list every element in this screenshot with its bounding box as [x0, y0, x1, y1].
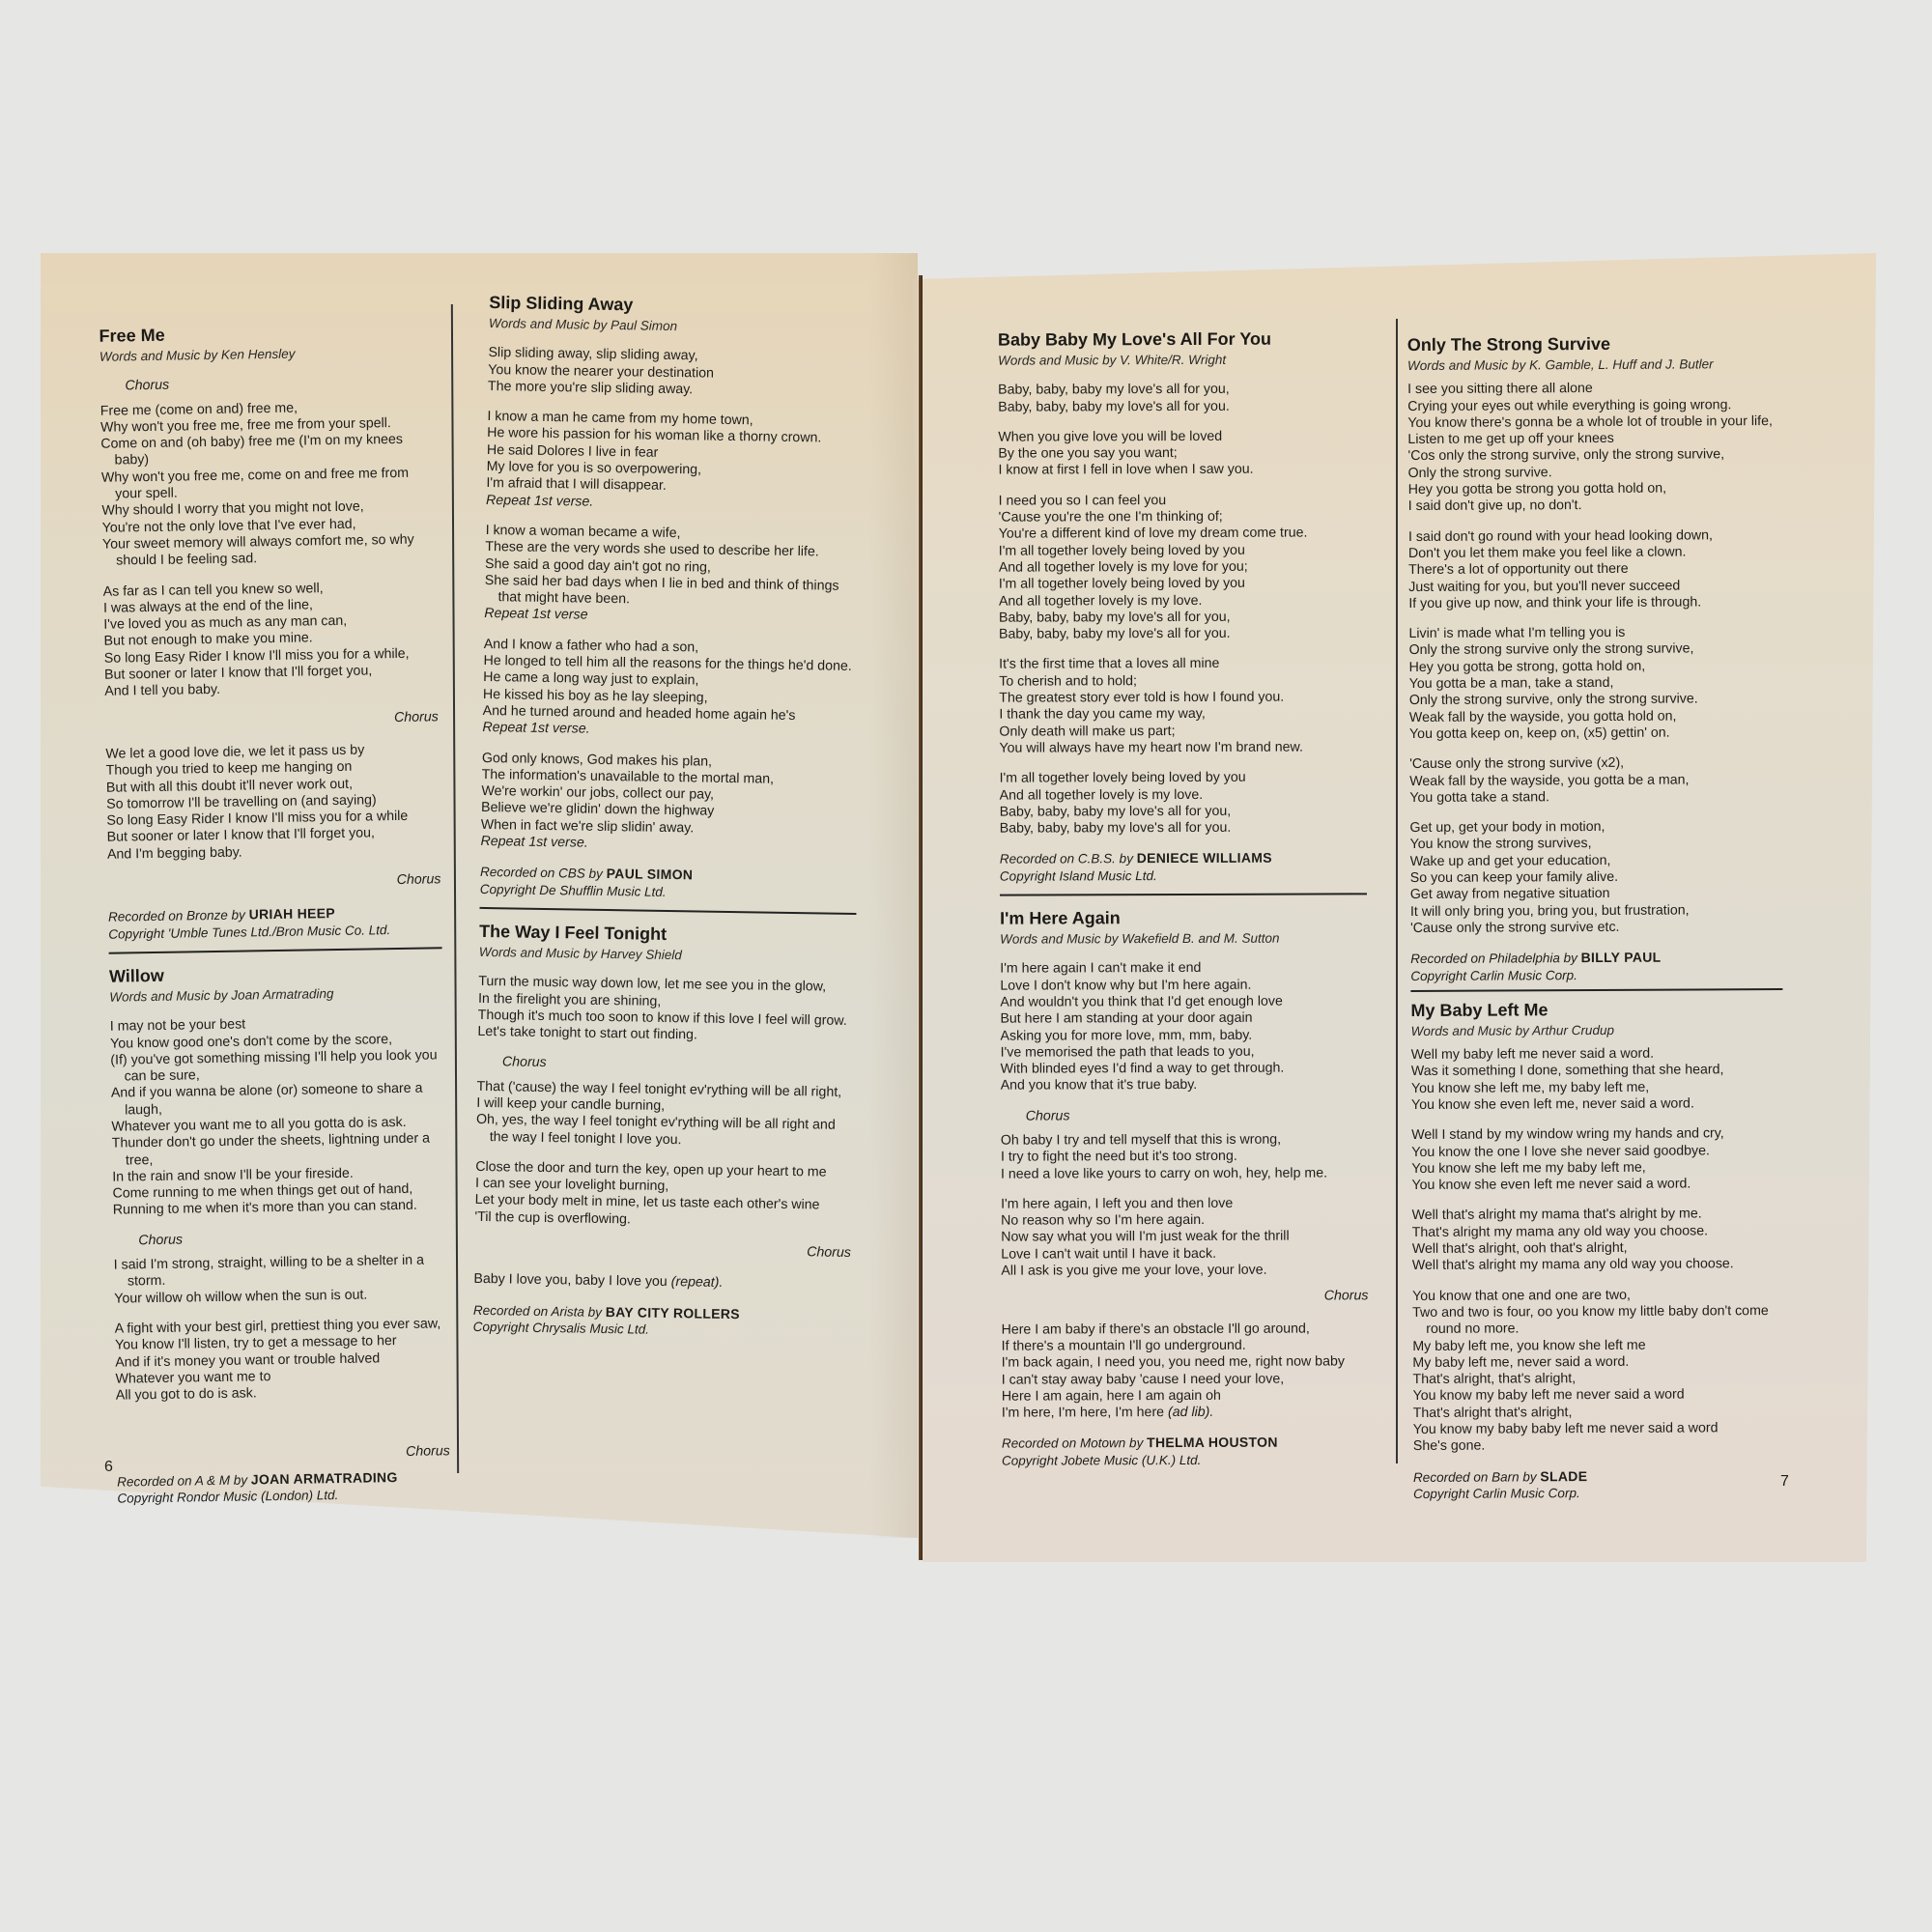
- song-willow: [109, 960, 451, 1507]
- lyric-line: Only the strong survive, only the strong survive.: [1408, 691, 1698, 709]
- lyric-line: Running to me when it's more than you can stand.: [112, 1198, 417, 1219]
- lyric-line: Though it's much too soon to know if this love I feel will grow.: [477, 1007, 847, 1029]
- lyric-line: I'm here, I'm here, I'm here (ad lib).: [1001, 1405, 1214, 1421]
- lyric-line: As far as I can tell you knew so well,: [102, 580, 324, 600]
- lyric-line: I need you so I can feel you: [998, 492, 1167, 509]
- song-title: The Way I Feel Tonight: [478, 921, 668, 944]
- lyric-line: You're a different kind of love my dream come true.: [998, 525, 1308, 543]
- page-number-right: 7: [1780, 1473, 1789, 1490]
- lyric-line: Well I stand by my window wring my hands and cry,: [1411, 1125, 1724, 1144]
- song-im-here-again: [1000, 906, 1369, 1468]
- lyric-line: Get up, get your body in motion,: [1409, 819, 1605, 837]
- lyric-line: Whatever you want me to all you gotta do is ask.: [111, 1114, 407, 1135]
- artist-name: URIAH HEEP: [248, 905, 336, 923]
- song-title: Free Me: [99, 325, 165, 346]
- lyric-line: I've memorised the path that leads to you,: [1000, 1043, 1255, 1061]
- lyric-line: We're workin' our jobs, collect our pay,: [481, 783, 715, 803]
- recorded-label: Recorded on Philadelphia by: [1410, 951, 1577, 967]
- verse: [1001, 1195, 1368, 1280]
- lyric-line: She's gone.: [1412, 1437, 1486, 1455]
- column-4: [1407, 332, 1785, 1502]
- lyric-line: She said her bad days when I lie in bed and think of things that might have been.: [484, 572, 839, 608]
- song-divider: [479, 907, 856, 915]
- copyright: Copyright 'Umble Tunes Ltd./Bron Music Co. Ltd.: [108, 922, 391, 942]
- column-2: [473, 292, 867, 1341]
- copyright: Copyright Jobete Music (U.K.) Ltd.: [1002, 1452, 1202, 1468]
- artist-name: DENIECE WILLIAMS: [1136, 850, 1272, 867]
- song-divider: [1000, 893, 1367, 895]
- chorus: [114, 1252, 448, 1307]
- song-credits: Words and Music by Joan Armatrading: [109, 985, 334, 1005]
- song-the-way-i-feel-tonight: [473, 921, 857, 1341]
- lyric-line: In the rain and snow I'll be your fireside.: [112, 1165, 354, 1185]
- lyric-line: God only knows, God makes his plan,: [481, 750, 713, 770]
- verse: [1000, 770, 1367, 838]
- verse: [1409, 754, 1781, 807]
- lyric-line: You know my baby baby left me never said a word: [1412, 1420, 1719, 1438]
- song-title: Willow: [108, 965, 164, 986]
- lyric-line: So long Easy Rider I know I'll miss you for a while: [106, 808, 409, 829]
- lyric-line: Close the door and turn the key, open up your heart to me: [475, 1158, 827, 1180]
- song-credits: Words and Music by Paul Simon: [488, 316, 678, 334]
- lyric-line: Get away from negative situation: [1409, 886, 1610, 903]
- verse: [110, 1013, 446, 1219]
- verse: [998, 428, 1365, 479]
- lyric-line: I know a man he came from my home town,: [487, 409, 753, 429]
- lyric-line: To cherish and to hold;: [999, 672, 1138, 690]
- chorus-label: Chorus: [807, 1244, 852, 1262]
- page-number-left: 6: [104, 1459, 113, 1475]
- recorded-label: Recorded on CBS by: [479, 865, 604, 882]
- lyric-line: You know the one I love she never said goodbye.: [1411, 1142, 1710, 1160]
- lyric-line: I'm all together lovely being loved by you: [998, 542, 1245, 559]
- lyric-line: (If) you've got something missing I'll help you look you can be sure,: [110, 1047, 438, 1085]
- lyric-line: I said don't give up, no don't.: [1407, 497, 1582, 515]
- lyric-line: It will only bring you, bring you, but frustration,: [1409, 902, 1690, 920]
- verse: [1408, 527, 1780, 612]
- lyric-line: Why won't you free me, come on and free me from your spell.: [100, 465, 410, 502]
- verse: [1002, 1321, 1369, 1422]
- lyric-line: That ('cause) the way I feel tonight ev'rything will be all right,: [476, 1078, 842, 1100]
- lyric-line: With blinded eyes I'd find a way to get through.: [1000, 1060, 1285, 1077]
- copyright: Copyright Carlin Music Corp.: [1410, 967, 1577, 983]
- verse: [474, 1159, 852, 1232]
- lyric-line: You know she left me my baby left me,: [1411, 1159, 1646, 1177]
- lyric-line: So you can keep your family alive.: [1409, 868, 1619, 887]
- lyric-line: You gotta keep on, keep on, (x5) gettin' on.: [1408, 724, 1670, 742]
- lyric-line: All I ask is you give me your love, your love.: [1001, 1262, 1267, 1279]
- lyric-line: Let your body melt in mine, let us taste each other's wine: [474, 1192, 820, 1213]
- lyric-line: You know that one and one are two,: [1412, 1287, 1631, 1304]
- lyric-line: She said a good day ain't got no ring,: [484, 555, 712, 576]
- song-title: Slip Sliding Away: [489, 293, 634, 315]
- lyric-line: Don't you let them make you feel like a clown.: [1407, 544, 1687, 561]
- lyric-line: He came a long way just to explain,: [483, 669, 699, 689]
- lyric-line: He said Dolores I live in fear: [486, 441, 659, 461]
- lyric-line: I was always at the end of the line,: [102, 597, 314, 616]
- chorus-label: Chorus: [405, 1443, 450, 1461]
- recording-credit: [108, 904, 442, 943]
- lyric-line: And all together lovely is my love.: [998, 592, 1203, 610]
- lyric-line: You know good one's don't come by the score,: [109, 1031, 393, 1052]
- song-credits: Words and Music by K. Gamble, L. Huff and J. Butler: [1406, 356, 1714, 374]
- song-title: Baby Baby My Love's All For You: [997, 328, 1272, 350]
- recorded-label: Recorded on C.B.S. by: [999, 851, 1133, 867]
- lyric-line: In the firelight you are shining,: [477, 990, 662, 1009]
- lyric-line: Whatever you want me to: [115, 1368, 271, 1387]
- lyric-line: Slip sliding away, slip sliding away,: [488, 345, 698, 364]
- lyric-line: Why should I worry that you might not love,: [101, 498, 364, 520]
- lyric-line: I'm all together lovely being loved by you: [999, 770, 1246, 786]
- lyric-line: Let's take tonight to start out finding.: [477, 1024, 698, 1043]
- recording-credit: [1002, 1435, 1369, 1469]
- lyric-line: I try to fight the need but it's too strong.: [1000, 1149, 1237, 1165]
- verse: [477, 974, 855, 1046]
- lyric-line: The greatest story ever told is how I found you.: [999, 689, 1285, 706]
- lyric-line: Now say what you will I'm just weak for the thrill: [1001, 1229, 1290, 1246]
- verse: [1411, 1045, 1783, 1114]
- book-gutter: [919, 275, 923, 1560]
- lyric-line: Here I am again, here I am again oh: [1001, 1387, 1221, 1405]
- chorus-label: Chorus: [393, 708, 439, 725]
- lyric-line: Oh, yes, the way I feel tonight ev'rything will be all right and the way I feel tonight I love you.: [475, 1112, 836, 1148]
- lyric-line: But here I am standing at your door again: [1000, 1009, 1253, 1027]
- song-credits: Words and Music by Ken Hensley: [99, 346, 296, 364]
- lyric-line: But with all this doubt it'll never work out,: [105, 776, 354, 796]
- song-credits: Words and Music by Harvey Shield: [478, 944, 682, 963]
- verse: [1408, 624, 1781, 743]
- gutter-shadow: [869, 253, 918, 1538]
- verse: [1412, 1287, 1785, 1456]
- song-my-baby-left-me: [1410, 998, 1785, 1502]
- lyric-line: Two and two is four, oo you know my little baby don't come round no more.: [1412, 1303, 1769, 1338]
- lyric-line: That's alright my mama any old way you choose.: [1411, 1223, 1709, 1240]
- lyric-line: You will always have my heart now I'm brand new.: [999, 739, 1303, 756]
- column-divider-right: [1396, 319, 1398, 1463]
- song-slip-sliding-away: [480, 292, 867, 903]
- recorded-label: Recorded on Bronze by: [107, 907, 245, 925]
- lyric-line: A fight with your best girl, prettiest thing you ever saw,: [114, 1316, 441, 1337]
- lyric-line: I know a woman became a wife,: [485, 522, 681, 542]
- song-baby-baby: [998, 327, 1367, 884]
- lyric-line: We let a good love die, we let it pass us by: [105, 742, 365, 762]
- artist-name: BILLY PAUL: [1580, 949, 1662, 966]
- repeat-note: Repeat 1st verse: [484, 606, 588, 624]
- recording-credit: [1000, 850, 1367, 885]
- chorus-label: Chorus: [138, 1232, 184, 1249]
- repeat-note: Repeat 1st verse.: [482, 720, 590, 737]
- column-3: [998, 327, 1369, 1468]
- lyric-line: When in fact we're slip slidin' away.: [480, 816, 695, 837]
- artist-name: BAY CITY ROLLERS: [605, 1303, 741, 1321]
- lyric-line: And if it's money you want or trouble halved: [115, 1350, 381, 1371]
- lyric-line: I need a love like yours to carry on woh, hey, help me.: [1000, 1165, 1328, 1182]
- lyric-line: It's the first time that a loves all mine: [999, 656, 1220, 673]
- lyric-line: 'Til the cup is overflowing.: [474, 1208, 632, 1228]
- outro: Baby I love you, baby I love you (repeat).: [473, 1271, 724, 1292]
- song-divider: [109, 947, 442, 953]
- song-title: My Baby Left Me: [1410, 1000, 1548, 1020]
- lyric-line: Believe we're glidin' down the highway: [480, 800, 715, 820]
- lyric-line: You gotta take a stand.: [1409, 789, 1550, 806]
- copyright: Copyright De Shufflin Music Ltd.: [479, 881, 667, 899]
- lyric-line: Turn the music way down low, let me see you in the glow,: [478, 974, 827, 995]
- lyric-line: Asking you for more love, mm, mm, baby.: [1000, 1027, 1253, 1044]
- lyric-line: No reason why so I'm here again.: [1001, 1212, 1206, 1229]
- lyric-line: I'm back again, I need you, you need me, right now baby: [1001, 1353, 1345, 1371]
- chorus-label: Chorus: [1025, 1108, 1070, 1124]
- lyric-line: Your sweet memory will always comfort me, so why should I be feeling sad.: [101, 531, 414, 569]
- lyric-line: Baby, baby, baby my love's all for you.: [999, 625, 1231, 642]
- lyric-line: I said don't go round with your head looking down,: [1407, 527, 1714, 545]
- verse: [100, 398, 437, 570]
- chorus-label: Chorus: [501, 1054, 547, 1071]
- lyric-line: 'Cos only the strong survive, only the strong survive,: [1407, 446, 1725, 465]
- song-credits: Words and Music by Arthur Crudup: [1410, 1022, 1614, 1038]
- lyric-line: Baby, baby, baby my love's all for you.: [998, 398, 1230, 415]
- recording-credit: [1410, 949, 1782, 984]
- recorded-label: Recorded on A & M by: [117, 1472, 248, 1490]
- lyric-line: Why won't you free me, free me from your spell.: [99, 414, 391, 436]
- lyric-line: I said I'm strong, straight, willing to be a shelter in a storm.: [113, 1252, 425, 1290]
- lyric-line: But sooner or later I know that I'll forget you,: [106, 825, 375, 846]
- copyright: Copyright Carlin Music Corp.: [1413, 1486, 1580, 1501]
- lyric-line: Oh baby I try and tell myself that this is wrong,: [1000, 1131, 1282, 1149]
- lyric-line: And I know a father who had a son,: [483, 636, 699, 656]
- lyric-line: He longed to tell him all the reasons for the things he'd done.: [483, 653, 852, 674]
- lyric-line: I thank the day you came my way,: [999, 706, 1206, 724]
- lyric-line: You know I'll listen, try to get a message to her: [114, 1333, 397, 1353]
- repeat-note: Repeat 1st verse.: [480, 833, 588, 851]
- artist-name: SLADE: [1540, 1467, 1588, 1484]
- lyric-line: All you got to do is ask.: [115, 1385, 257, 1404]
- song-divider: [1410, 988, 1782, 992]
- verse: [1409, 818, 1782, 937]
- song-credits: Words and Music by V. White/R. Wright: [998, 352, 1227, 368]
- verse: [482, 637, 861, 743]
- lyric-line: You know she even left me, never said a word.: [1410, 1095, 1694, 1113]
- lyric-line: And he turned around and headed home again he's: [482, 702, 796, 724]
- lyric-line: If there's a mountain I'll go underground.: [1001, 1337, 1246, 1354]
- repeat-note: Repeat 1st verse.: [485, 492, 594, 510]
- lyric-line: And I'm begging baby.: [106, 844, 242, 863]
- lyric-line: Hey you gotta be strong you gotta hold on,: [1407, 480, 1667, 498]
- lyric-line: Though you tried to keep me hanging on: [105, 758, 353, 779]
- copyright: Copyright Chrysalis Music Ltd.: [472, 1319, 650, 1337]
- verse: [1000, 960, 1367, 1095]
- copyright: Copyright Island Music Ltd.: [999, 867, 1157, 884]
- lyric-line: Well that's alright my mama any old way you choose.: [1411, 1256, 1734, 1274]
- lyric-line: And all together lovely is my love.: [999, 786, 1204, 804]
- lyric-line: I can't stay away baby 'cause I need your love,: [1001, 1371, 1285, 1388]
- recorded-label: Recorded on Arista by: [472, 1302, 603, 1320]
- lyric-line: You know there's gonna be a whole lot of trouble in your life,: [1407, 412, 1773, 431]
- lyric-line: 'Cause only the strong survive etc.: [1410, 919, 1620, 936]
- lyric-line: You know she left me, my baby left me,: [1410, 1079, 1650, 1096]
- lyric-line: 'Cause only the strong survive (x2),: [1409, 755, 1625, 773]
- lyric-line: By the one you say you want;: [998, 445, 1178, 462]
- lyric-line: And I tell you baby.: [104, 682, 221, 700]
- lyric-line: You know the strong survives,: [1409, 836, 1592, 853]
- lyric-line: You know she even left me never said a word.: [1411, 1176, 1691, 1194]
- lyric-line: And if you wanna be alone (or) someone to share a laugh,: [110, 1081, 423, 1119]
- lyric-line: That's alright, that's alright,: [1412, 1371, 1577, 1388]
- lyric-line: Free me (come on and) free me,: [99, 400, 298, 419]
- lyric-line: Baby, baby, baby my love's all for you,: [999, 803, 1232, 820]
- lyric-line: Weak fall by the wayside, you gotta be a man,: [1409, 772, 1690, 789]
- artist-name: JOAN ARMATRADING: [250, 1468, 398, 1488]
- lyric-line: Your willow oh willow when the sun is out.: [114, 1287, 368, 1307]
- lyric-line: Here I am baby if there's an obstacle I'll go around,: [1001, 1321, 1310, 1338]
- lyric-line: The information's unavailable to the mortal man,: [481, 766, 775, 787]
- song-only-the-strong-survive: [1407, 332, 1783, 984]
- chorus-label: Chorus: [396, 871, 441, 889]
- lyric-line: Baby, baby, baby my love's all for you,: [998, 609, 1231, 626]
- verse: [480, 750, 859, 856]
- lyric-line: You know my baby left me never said a word: [1412, 1386, 1685, 1405]
- verse: [999, 492, 1367, 643]
- chorus: [1001, 1131, 1368, 1182]
- verse: [115, 1316, 449, 1405]
- verse: [999, 656, 1366, 757]
- lyric-line: And wouldn't you think that I'd get enough love: [1000, 993, 1283, 1010]
- lyric-line: Only the strong survive.: [1407, 465, 1552, 481]
- column-1: [99, 320, 450, 1507]
- artist-name: PAUL SIMON: [606, 866, 694, 883]
- lyric-line: You know the nearer your destination: [488, 361, 715, 382]
- lyric-line: Was it something I done, something that she heard,: [1410, 1062, 1724, 1080]
- lyric-line: Weak fall by the wayside, you gotta hold on,: [1408, 708, 1677, 725]
- lyric-line: Hey you gotta be strong, gotta hold on,: [1408, 658, 1646, 675]
- lyric-line: That's alright that's alright,: [1412, 1404, 1573, 1421]
- verse: [103, 579, 439, 700]
- lyric-line: Well my baby left me never said a word.: [1410, 1045, 1655, 1064]
- lyric-line: Love I can't wait until I have it back.: [1001, 1245, 1217, 1263]
- lyric-line: I know at first I fell in love when I saw you.: [998, 462, 1254, 479]
- lyric-line: My baby left me, you know she left me: [1412, 1337, 1646, 1354]
- recorded-label: Recorded on Barn by: [1412, 1468, 1537, 1485]
- recording-credit: [473, 1302, 850, 1342]
- verse: [105, 741, 440, 863]
- lyric-line: Just waiting for you, but you'll never succeed: [1408, 578, 1681, 595]
- lyric-line: But sooner or later I know that I'll forget you,: [103, 663, 373, 683]
- lyric-line: So tomorrow I'll be travelling on (and saying): [106, 792, 377, 812]
- recording-credit: [117, 1468, 451, 1507]
- chorus-label: Chorus: [125, 377, 170, 394]
- verse: [486, 409, 865, 515]
- lyric-line: My baby left me, never said a word.: [1412, 1353, 1630, 1371]
- verse: [1407, 380, 1780, 515]
- lyric-line: If you give up now, and think your life is through.: [1408, 594, 1702, 611]
- lyric-line: And all together lovely is my love for you;: [998, 558, 1248, 576]
- lyric-line: Livin' is made what I'm telling you is: [1408, 624, 1626, 642]
- lyric-line: Baby, baby, baby my love's all for you,: [998, 382, 1230, 398]
- lyric-line: I can see your lovelight burning,: [474, 1176, 669, 1195]
- lyric-line: Listen to me get up off your knees: [1407, 431, 1614, 448]
- chorus: [476, 1079, 854, 1151]
- lyric-line: Well that's alright, ooh that's alright,: [1411, 1239, 1628, 1258]
- verse: [484, 523, 863, 629]
- lyric-line: There's a lot of opportunity out there: [1408, 561, 1629, 579]
- lyric-line: My love for you is so overpowering,: [486, 459, 702, 478]
- lyric-line: And you know that it's true baby.: [1000, 1077, 1198, 1094]
- lyric-line: He kissed his boy as he lay sleeping,: [482, 686, 708, 706]
- lyric-line: Love I don't know why but I'm here again.: [1000, 977, 1252, 994]
- lyric-line: Come on and (oh baby) free me (I'm on my knees baby): [100, 432, 404, 469]
- lyric-line: The more you're slip sliding away.: [487, 378, 694, 398]
- lyric-line: I'm here again, I left you and then love: [1001, 1195, 1234, 1212]
- lyric-line: I will keep your candle burning,: [476, 1094, 666, 1114]
- recording-credit: [480, 864, 857, 903]
- lyric-line: I'm here again I can't make it end: [1000, 960, 1202, 977]
- lyric-line: When you give love you will be loved: [998, 428, 1223, 445]
- lyric-line: These are the very words she used to describe her life.: [485, 539, 819, 560]
- lyric-line: Come running to me when things get out of hand,: [112, 1180, 413, 1202]
- artist-name: THELMA HOUSTON: [1147, 1435, 1278, 1451]
- lyric-line: I see you sitting there all alone: [1407, 381, 1593, 398]
- lyric-line: I'm afraid that I will disappear.: [486, 475, 667, 495]
- lyric-line: You're not the only love that I've ever had,: [101, 516, 356, 536]
- lyric-line: 'Cause you're the one I'm thinking of;: [998, 508, 1223, 526]
- lyric-line: Only the strong survive only the strong survive,: [1408, 640, 1694, 659]
- song-title: Only The Strong Survive: [1406, 333, 1610, 355]
- lyric-line: But not enough to make you mine.: [103, 630, 313, 650]
- verse: [488, 345, 866, 401]
- lyric-line: Only death will make us part;: [999, 723, 1176, 740]
- lyric-line: I've loved you as much as any man can,: [103, 612, 348, 633]
- lyric-line: I may not be your best: [109, 1016, 246, 1035]
- lyric-line: I'm all together lovely being loved by you: [998, 576, 1245, 592]
- lyric-line: Well that's alright my mama that's alright by me.: [1411, 1206, 1702, 1224]
- lyric-line: He wore his passion for his woman like a thorny crown.: [487, 425, 822, 446]
- chorus-label: Chorus: [1323, 1288, 1369, 1304]
- lyric-line: Crying your eyes out while everything is going wrong.: [1407, 396, 1732, 414]
- lyric-line: You gotta be a man, take a stand,: [1408, 674, 1614, 693]
- lyric-line: So long Easy Rider I know I'll miss you for a while,: [103, 645, 410, 667]
- copyright: Copyright Rondor Music (London) Ltd.: [117, 1488, 339, 1506]
- verse: [998, 382, 1365, 416]
- song-title: I'm Here Again: [1000, 908, 1121, 928]
- verse: [1411, 1125, 1783, 1194]
- recorded-label: Recorded on Motown by: [1001, 1435, 1144, 1452]
- lyric-line: Wake up and get your education,: [1409, 852, 1611, 869]
- lyric-line: Thunder don't go under the sheets, lightning under a tree,: [111, 1130, 431, 1169]
- recording-credit: [1413, 1467, 1785, 1503]
- verse: [1412, 1206, 1784, 1274]
- lyric-line: Baby, baby, baby my love's all for you.: [999, 819, 1232, 837]
- song-free-me: [99, 320, 441, 942]
- song-credits: Words and Music by Wakefield B. and M. Sutton: [1000, 930, 1280, 947]
